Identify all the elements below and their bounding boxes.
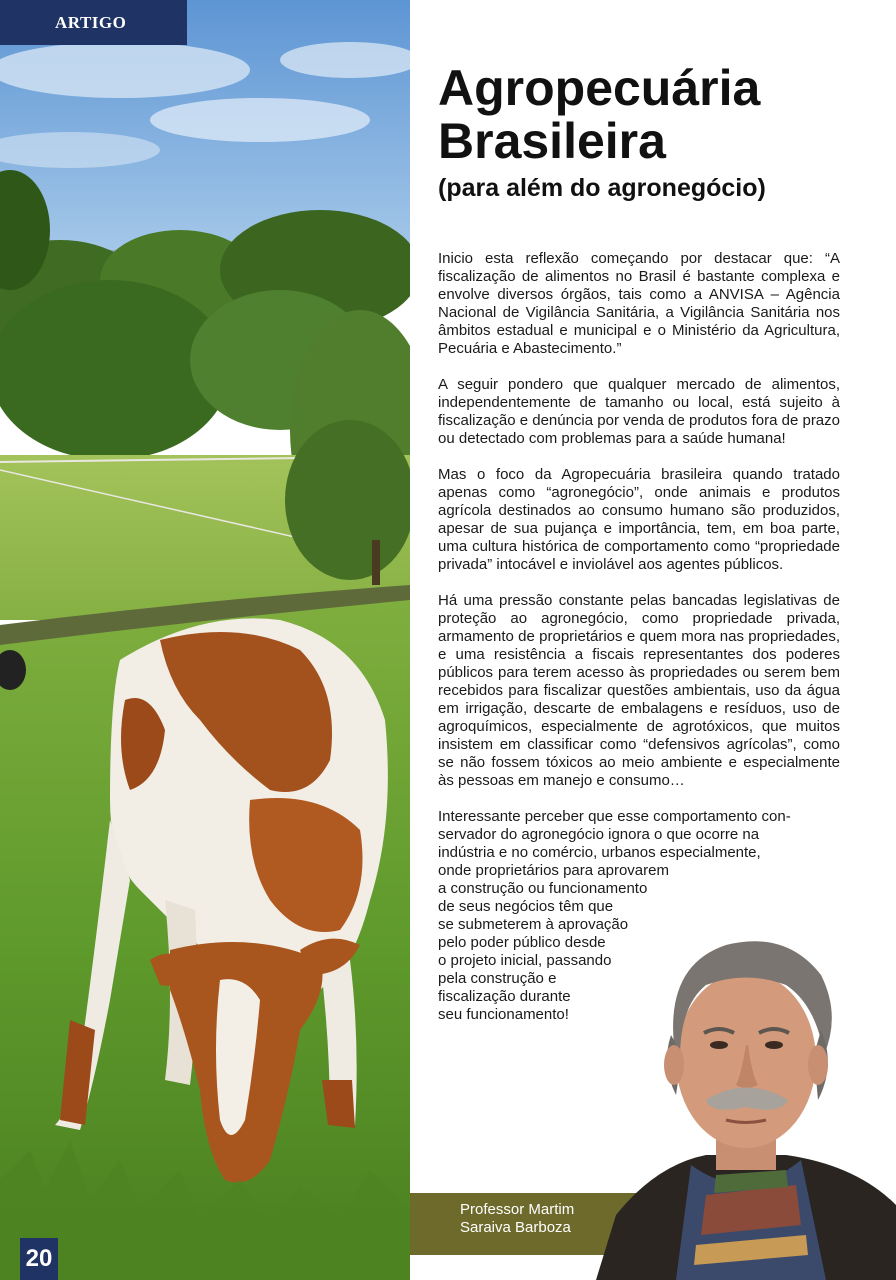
cow-pasture-photo [0,0,410,1280]
title-line-1: Agropecuária [438,60,761,116]
page-number [20,1238,58,1280]
paragraph: Mas o foco da Agropecuária brasileira quando tratado apenas como “agronegócio”, onde animais e produtos agrícola destinados ao consumo humano são produzidos, apesar de sua pujança e importância, tem, em boa parte, uma cultura histórica de comportamento como “propriedade privada” intocável e inviolável aos agentes públicos. [438,466,840,573]
paragraph-line: Interessante perceber que esse comportamento con- [438,808,791,825]
paragraph-line: indústria e no comércio, urbanos especialmente, [438,844,761,861]
paragraph: Há uma pressão constante pelas bancadas legislativas de proteção ao agronegócio, como propriedade privada, armamento de proprietários e quem mora nas propriedades, e uma resistência a fiscais representantes dos poderes públicos para terem acesso às propriedades ou serem bem recebidos para fiscalizar questões ambientais, uso da água em irrigação, descarte de embalagens e resíduos, uso de agroquímicos, especialmente de agrotóxicos, que muitos insistem em classificar como “defensivos agrícolas”, como se não fossem tóxicos ao meio ambiente e especialmente às pessoas em manejo e consumo… [438,592,840,789]
paragraph-line: pelo poder público desde [438,934,606,951]
article-title [438,62,878,168]
author-name-line-1: Professor Martim [460,1201,575,1218]
paragraph: Inicio esta reflexão começando por destacar que: “A fiscalização de alimentos no Brasil é bastante complexa e envolve diversos órgãos, tais como a ANVISA – Agência Nacional de Vigilância Sanitária, a Vigilância Sanitária nos âmbitos estadual e municipal e o Ministério da Agricultura, Pecuária e Abastecimento.” [438,250,840,357]
paragraph-line: onde proprietários para aprovarem [438,862,669,879]
paragraph-line: se submeterem à aprovação [438,916,629,933]
section-tag [0,0,187,45]
paragraph-line: o projeto inicial, passando [438,952,612,969]
author-name-line-2: Saraiva Barboza [460,1219,571,1236]
paragraph-line: pela construção e [438,970,557,987]
author-portrait [596,925,896,1280]
section-tag-label: ARTIGO [55,12,127,32]
paragraph: A seguir pondero que qualquer mercado de alimentos, independentemente de tamanho ou local, está sujeito à fiscalização e denúncia por venda de produtos fora de prazo ou detectado com problemas para a saúde humana! [438,376,840,447]
paragraph-line: a construção ou funcionamento [438,880,648,897]
paragraph-line: de seus negócios têm que [438,898,614,915]
title-line-2: Brasileira [438,113,666,169]
article-body [438,250,840,1042]
paragraph-line: servador do agronegócio ignora o que ocorre na [438,826,760,843]
paragraph-line: fiscalização durante [438,988,571,1005]
article-subtitle: (para além do agronegócio) [438,174,766,202]
page-number-label: 20 [25,1245,53,1272]
paragraph-line: seu funcionamento! [438,1006,569,1023]
